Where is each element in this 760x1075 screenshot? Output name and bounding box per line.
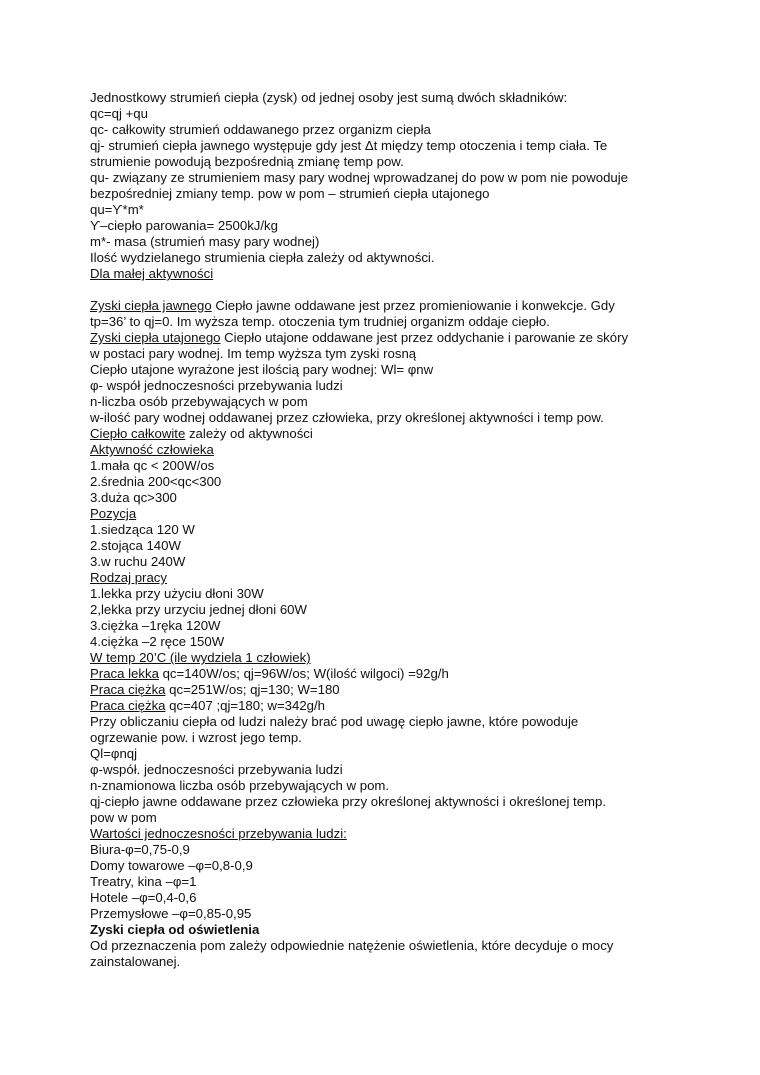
section-heading: Wartości jednoczesności przebywania ludzi: [90, 826, 347, 841]
text-line: φ- współ jednoczesności przebywania ludzi [90, 378, 343, 393]
row-label: Praca ciężka [90, 682, 166, 697]
row-label: Praca lekka [90, 666, 159, 681]
text-line: n-liczba osób przebywających w pom [90, 394, 308, 409]
list-item: Domy towarowe –φ=0,8-0,9 [90, 858, 253, 873]
formula-line: qc=qj +qu [90, 106, 148, 121]
list-item [90, 682, 690, 698]
list-item: 3.ciężka –1ręka 120W [90, 618, 221, 633]
text-line: n-znamionowa liczba osób przebywających w pom. [90, 778, 390, 793]
text-line: ogrzewanie pow. i wzrost jego temp. [90, 730, 302, 745]
list-item: Treatry, kina –φ=1 [90, 874, 197, 889]
text-line: pow w pom [90, 810, 157, 825]
list-item: 1.lekka przy użyciu dłoni 30W [90, 586, 264, 601]
section-heading: Rodzaj pracy [90, 570, 167, 585]
list-item: 3.w ruchu 240W [90, 554, 186, 569]
section-heading: Aktywność człowieka [90, 442, 214, 457]
section-heading: Pozycja [90, 506, 137, 521]
text-line: bezpośredniej zmiany temp. pow w pom – strumień ciepła utajonego [90, 186, 490, 201]
text-line: Jednostkowy strumień ciepła (zysk) od jednej osoby jest sumą dwóch składników: [90, 90, 568, 105]
list-item: 2,lekka przy urzyciu jednej dłoni 60W [90, 602, 307, 617]
text-line: qj- strumień ciepła jawnego występuje gdy jest Δt między temp otoczenia i temp ciała. Te [90, 138, 608, 153]
formula-line: qu=ϒ*m* [90, 202, 144, 217]
text-line: zależy od aktywności [185, 426, 313, 441]
text-line: m*- masa (strumień masy pary wodnej) [90, 234, 320, 249]
section-heading: Zyski ciepła od oświetlenia [90, 922, 260, 937]
text-line: w-ilość pary wodnej oddawanej przez człowieka, przy określonej aktywności i temp pow. [90, 410, 604, 425]
paragraph-gap [90, 282, 690, 298]
text-line: Ciepło jawne oddawane jest przez promieniowanie i konwekcje. Gdy [211, 298, 615, 313]
row-label: Praca ciężka [90, 698, 166, 713]
list-item: 4.ciężka –2 ręce 150W [90, 634, 225, 649]
document-page [90, 90, 690, 970]
row-value: qc=407 ;qj=180; w=342g/h [165, 698, 325, 713]
list-item [90, 698, 690, 714]
list-item: 2.stojąca 140W [90, 538, 181, 553]
section-heading: Zyski ciepła utajonego [90, 330, 221, 345]
text-line [90, 330, 690, 346]
text-line: zainstalowanej. [90, 954, 181, 969]
text-line: Przy obliczaniu ciepła od ludzi należy brać pod uwagę ciepło jawne, które powoduje [90, 714, 579, 729]
text-line: Ciepło utajone wyrażone jest ilością pary wodnej: Wl= φnw [90, 362, 434, 377]
text-line: Ilość wydzielanego strumienia ciepła zależy od aktywności. [90, 250, 435, 265]
text-line: φ-współ. jednoczesności przebywania ludzi [90, 762, 343, 777]
text-line: strumienie powodują bezpośrednią zmianę temp pow. [90, 154, 404, 169]
list-item: Biura-φ=0,75-0,9 [90, 842, 190, 857]
list-item: Hotele –φ=0,4-0,6 [90, 890, 197, 905]
list-item: 1.mała qc < 200W/os [90, 458, 215, 473]
list-item: 2.średnia 200<qc<300 [90, 474, 222, 489]
row-value: qc=251W/os; qj=130; W=180 [165, 682, 340, 697]
text-line: qc- całkowity strumień oddawanego przez organizm ciepła [90, 122, 431, 137]
list-item: Przemysłowe –φ=0,85-0,95 [90, 906, 252, 921]
text-line [90, 298, 690, 314]
list-item: 3.duża qc>300 [90, 490, 177, 505]
section-heading: Dla małej aktywności [90, 266, 214, 281]
section-heading: W temp 20’C (ile wydziela 1 człowiek) [90, 650, 311, 665]
formula-line: Ql=φnqj [90, 746, 138, 761]
text-line [90, 426, 690, 442]
text-line: qu- związany ze strumieniem masy pary wodnej wprowadzanej do pow w pom nie powoduje [90, 170, 629, 185]
text-line: ϒ–ciepło parowania= 2500kJ/kg [90, 218, 278, 233]
section-heading: Zyski ciepła jawnego [90, 298, 212, 313]
list-item: 1.siedząca 120 W [90, 522, 195, 537]
text-line: w postaci pary wodnej. Im temp wyższa tym zyski rosną [90, 346, 417, 361]
row-value: qc=140W/os; qj=96W/os; W(ilość wilgoci) =92g/h [158, 666, 449, 681]
text-line: qj-ciepło jawne oddawane przez człowieka przy określonej aktywności i określonej temp. [90, 794, 607, 809]
section-heading: Ciepło całkowite [90, 426, 186, 441]
list-item [90, 666, 690, 682]
text-line: tp=36’ to qj=0. Im wyższa temp. otoczenia tym trudniej organizm oddaje ciepło. [90, 314, 550, 329]
text-line: Od przeznaczenia pom zależy odpowiednie natężenie oświetlenia, które decyduje o mocy [90, 938, 614, 953]
text-line: Ciepło utajone oddawane jest przez oddychanie i parowanie ze skóry [220, 330, 629, 345]
